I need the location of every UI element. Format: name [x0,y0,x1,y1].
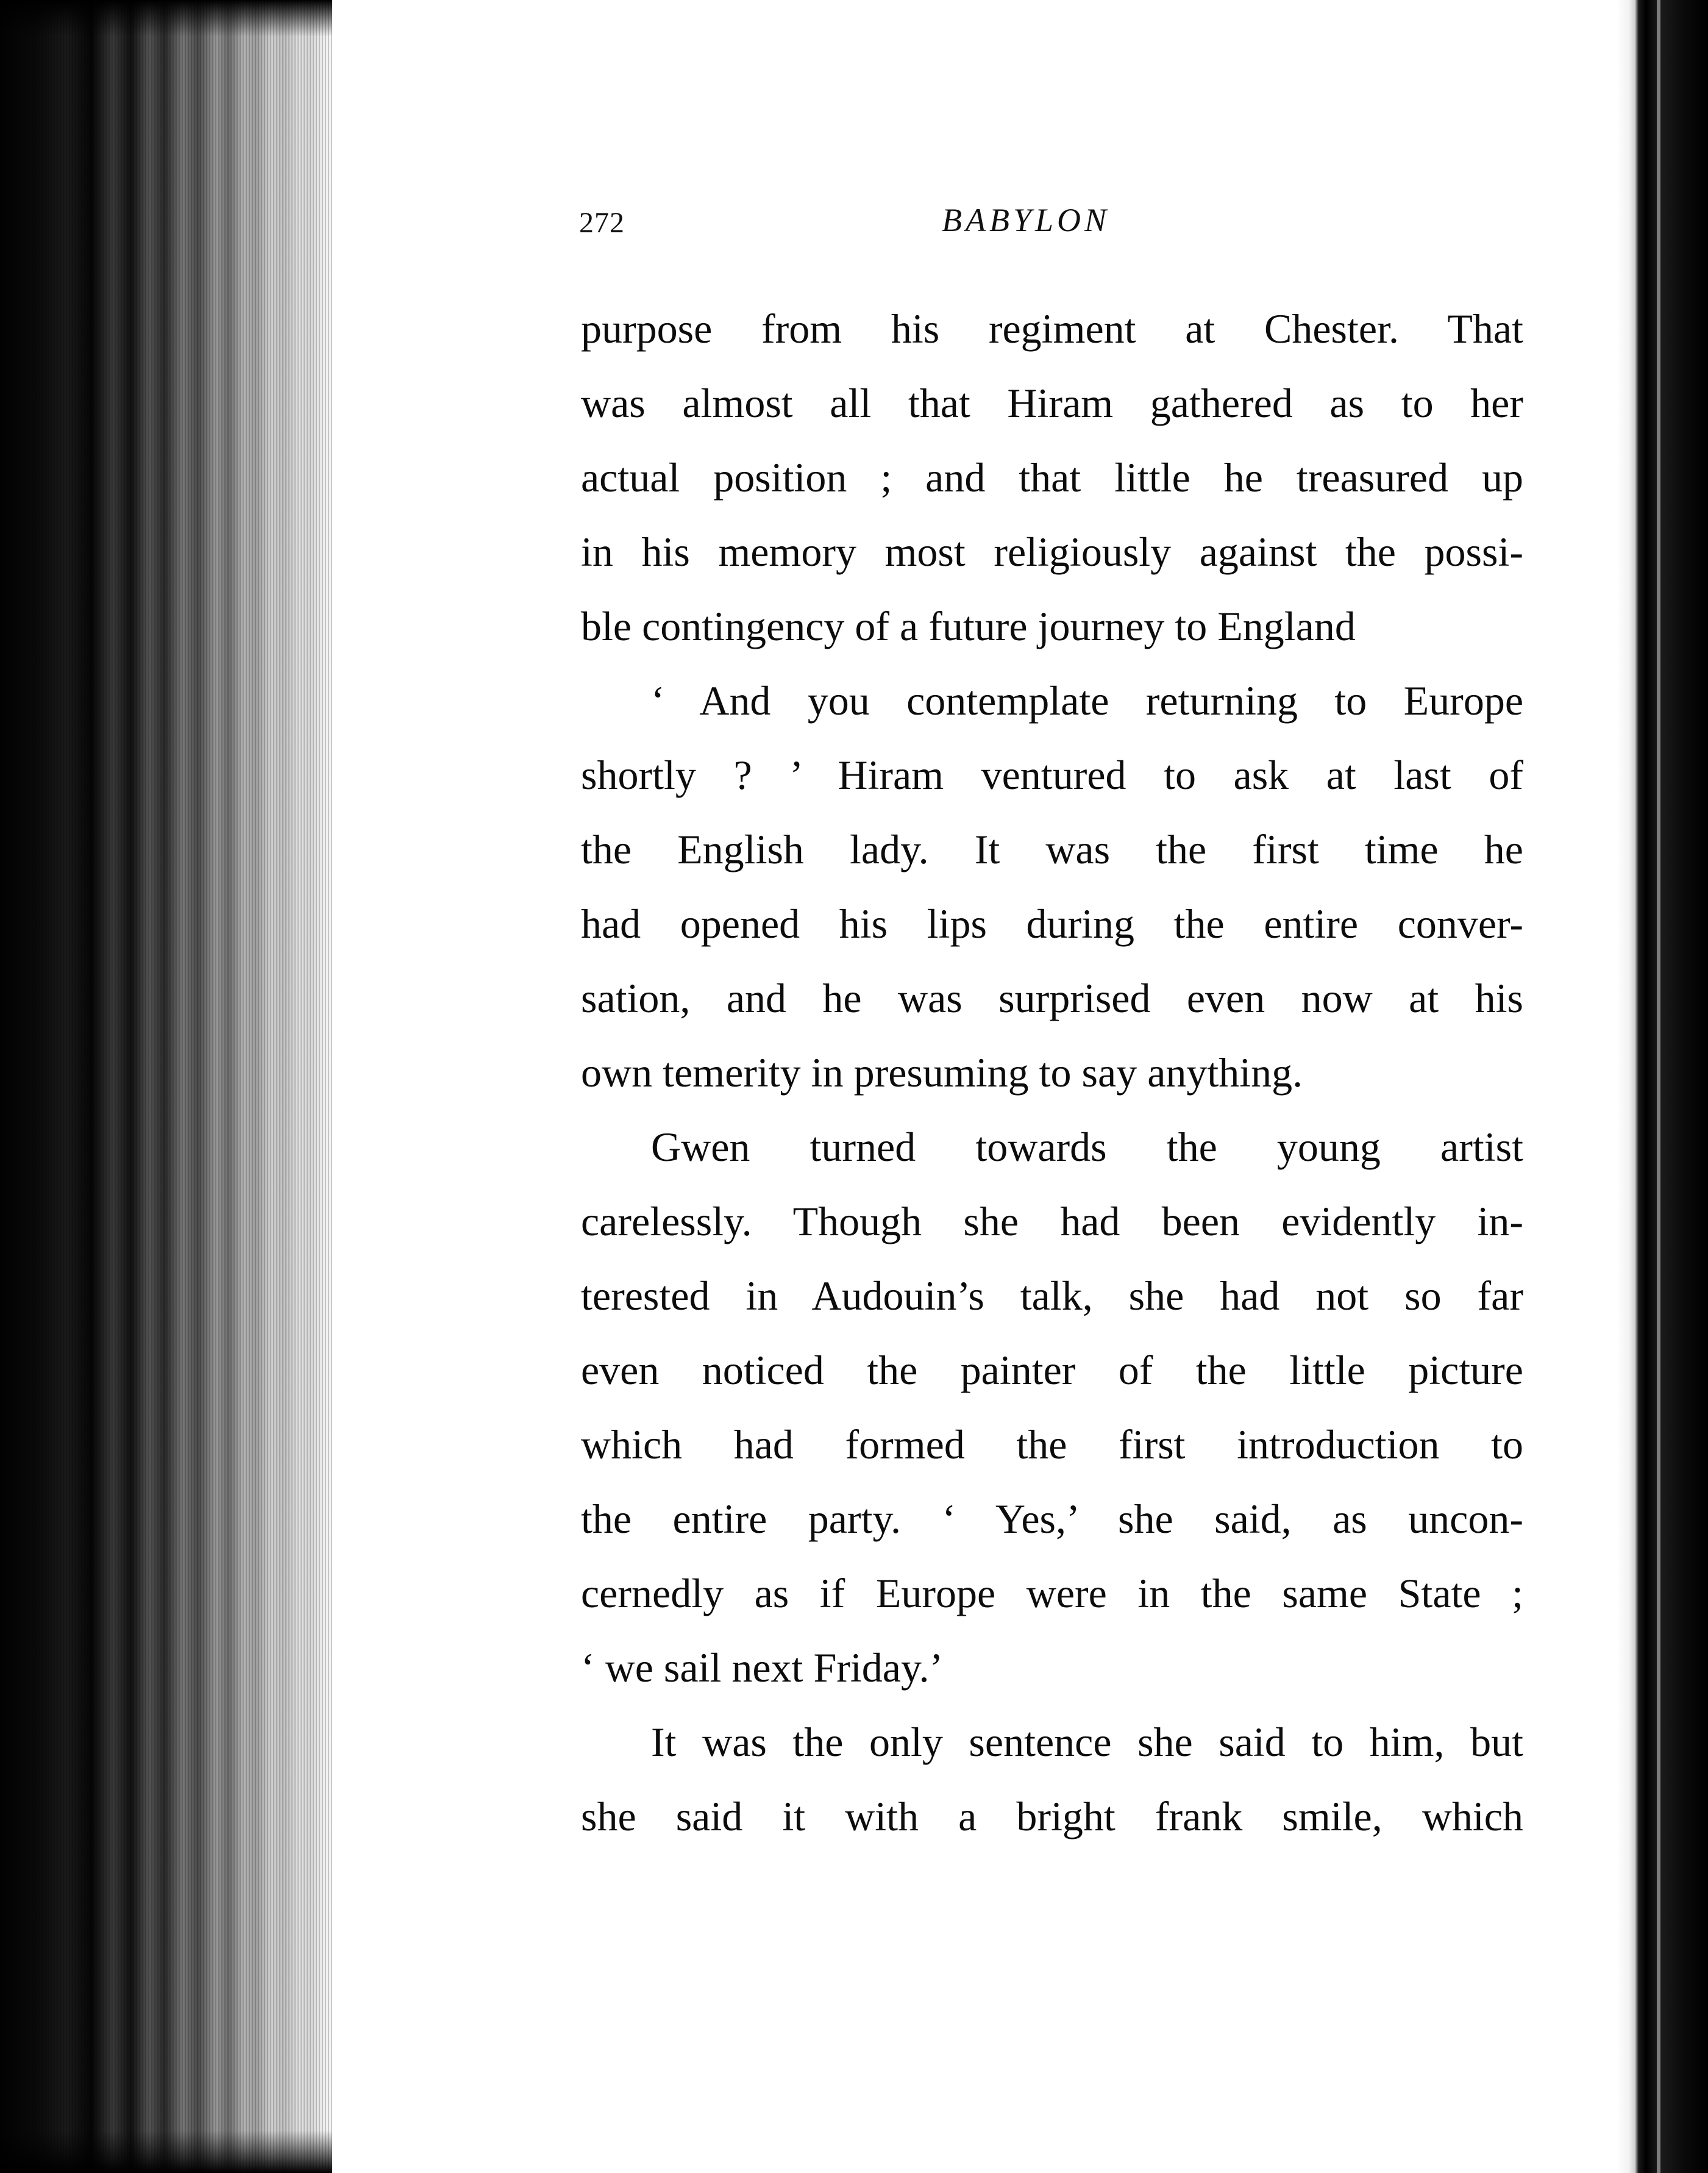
text-line: even noticed the painter of the little picture [581,1347,1523,1393]
body-text [581,291,1523,1854]
text-line: actual position ; and that little he treasured up [581,454,1523,501]
page-number: 272 [579,207,625,239]
text-line: which had formed the first introduction to [581,1421,1523,1468]
book-page [332,0,1617,2173]
book-right-edge [1617,0,1708,2173]
running-head: BABYLON [942,202,1111,238]
page-header [332,201,1617,256]
text-line: own temerity in presuming to say anything. [581,1049,1303,1096]
book-right-edge-highlight [1657,0,1660,2173]
text-line: It was the only sentence she said to him, but [651,1719,1523,1765]
text-line: sation, and he was surprised even now at his [581,975,1523,1021]
text-line: the English lady. It was the first time he [581,826,1523,872]
book-edge-shadow-top [0,0,332,37]
text-line: ble contingency of a future journey to England [581,603,1356,649]
text-line: the entire party. ‘ Yes,’ she said, as uncon- [581,1496,1523,1542]
text-line: shortly ? ’ Hiram ventured to ask at last of [581,752,1523,798]
book-page-edges [0,0,332,2173]
text-line: purpose from his regiment at Chester. That [581,305,1523,352]
text-line: carelessly. Though she had been evidently in- [581,1198,1523,1244]
text-line: she said it with a bright frank smile, which [581,1793,1523,1839]
text-line: Gwen turned towards the young artist [651,1124,1523,1170]
text-line: had opened his lips during the entire conver- [581,901,1523,947]
text-line: ‘ And you contemplate returning to Europe [651,677,1523,724]
text-line: was almost all that Hiram gathered as to her [581,380,1523,426]
text-line: terested in Audouin’s talk, she had not so far [581,1272,1523,1319]
text-line: in his memory most religiously against the possi- [581,529,1523,575]
text-line: cernedly as if Europe were in the same State ; [581,1570,1523,1616]
text-line: ‘ we sail next Friday.’ [581,1644,944,1691]
book-edge-shadow-bottom [0,2130,332,2173]
